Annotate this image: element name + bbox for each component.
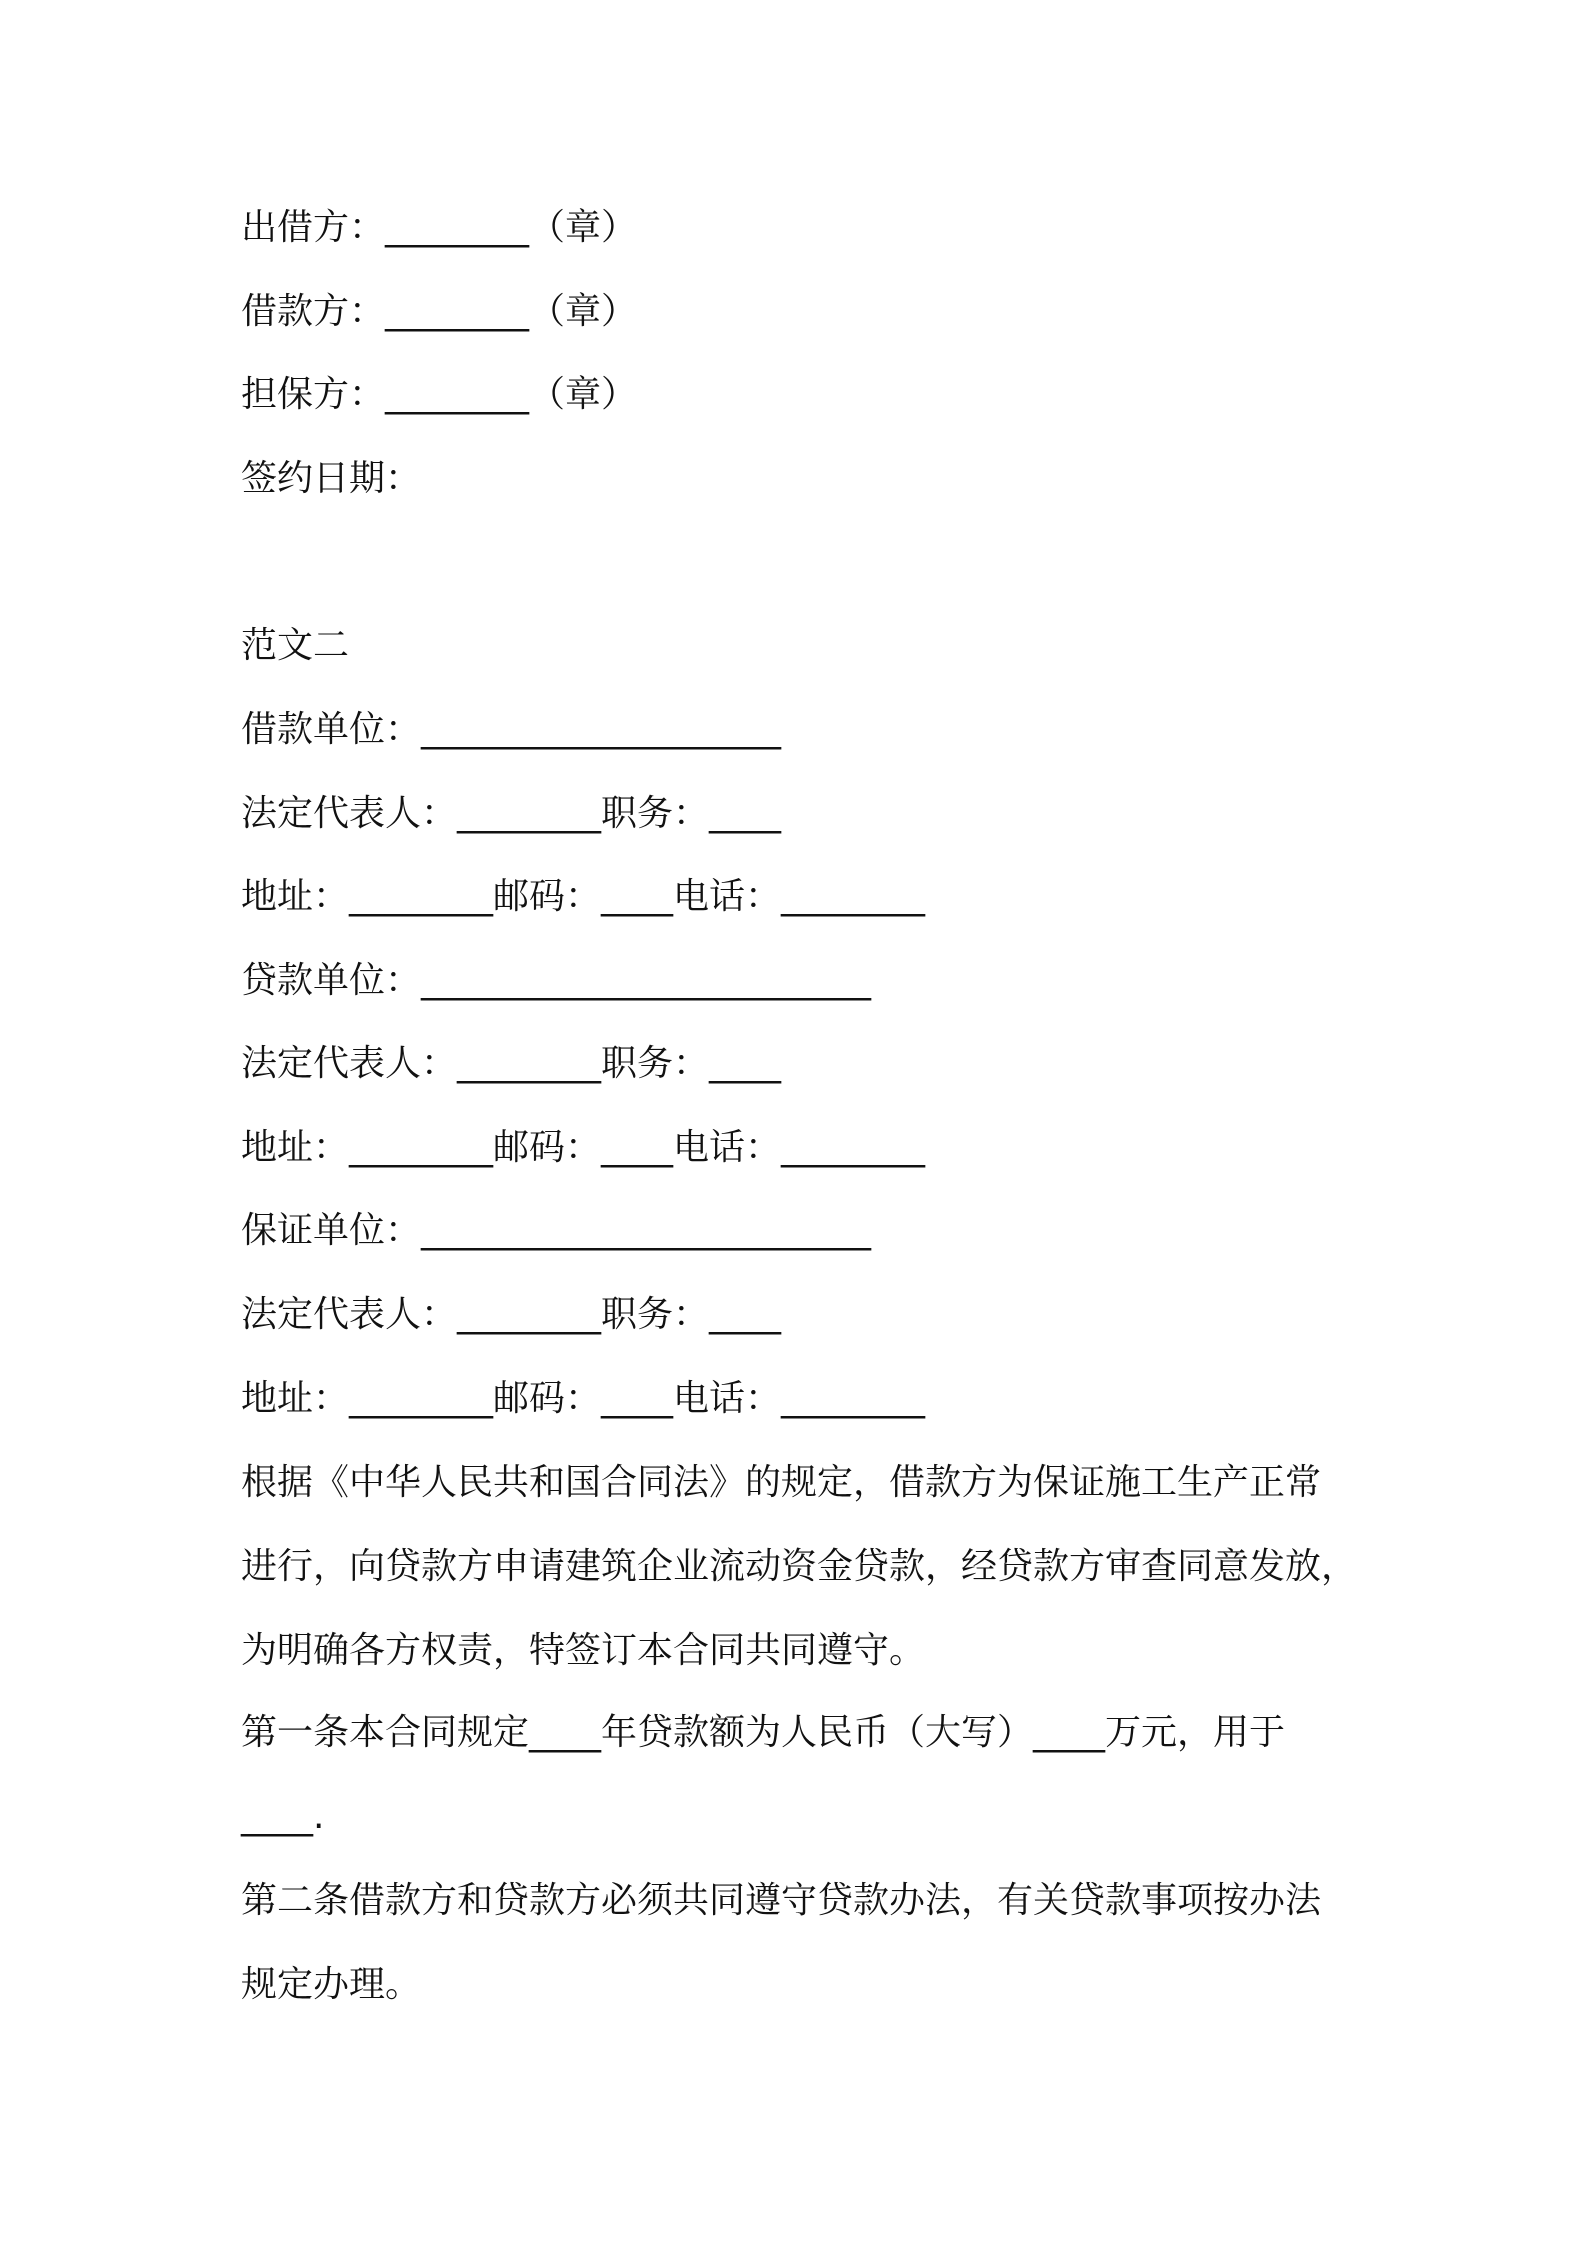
lender-signature-line: 出借方：________（章） — [241, 207, 638, 248]
lender-representative-line: 法定代表人：________职务：____ — [241, 1043, 782, 1084]
borrower-address-line: 地址：________邮码：____电话：________ — [241, 876, 926, 917]
preamble-line-3: 为明确各方权责，特签订本合同共同遵守。 — [241, 1630, 926, 1671]
article-2-line-2: 规定办理。 — [241, 1964, 422, 2005]
document-page — [241, 0, 1361, 2244]
guarantor-signature-line: 担保方：________（章） — [241, 374, 638, 415]
article-1-line-1: 第一条本合同规定____年贷款额为人民币（大写）____万元，用于 — [241, 1712, 1286, 1753]
lender-address-line: 地址：________邮码：____电话：________ — [241, 1127, 926, 1168]
preamble-line-2: 进行，向贷款方申请建筑企业流动资金贷款，经贷款方审查同意发放， — [241, 1546, 1358, 1587]
borrower-representative-line: 法定代表人：________职务：____ — [241, 793, 782, 834]
borrower-unit-line: 借款单位：____________________ — [241, 709, 782, 750]
guarantor-representative-line: 法定代表人：________职务：____ — [241, 1294, 782, 1335]
guarantor-unit-line: 保证单位：_________________________ — [241, 1210, 872, 1251]
lender-unit-line: 贷款单位：_________________________ — [241, 960, 872, 1001]
borrower-signature-line: 借款方：________（章） — [241, 291, 638, 332]
guarantor-address-line: 地址：________邮码：____电话：________ — [241, 1378, 926, 1419]
signing-date-line: 签约日期： — [241, 458, 422, 499]
article-2-paragraph — [241, 1859, 1361, 2027]
preamble-paragraph — [241, 1441, 1361, 1693]
article-2-line-1: 第二条借款方和贷款方必须共同遵守贷款办法，有关贷款事项按办法 — [241, 1880, 1322, 1921]
article-1-line-2: ____. — [241, 1796, 325, 1837]
preamble-line-1: 根据《中华人民共和国合同法》的规定，借款方为保证施工生产正常 — [241, 1462, 1322, 1503]
section-title: 范文二 — [241, 625, 350, 666]
